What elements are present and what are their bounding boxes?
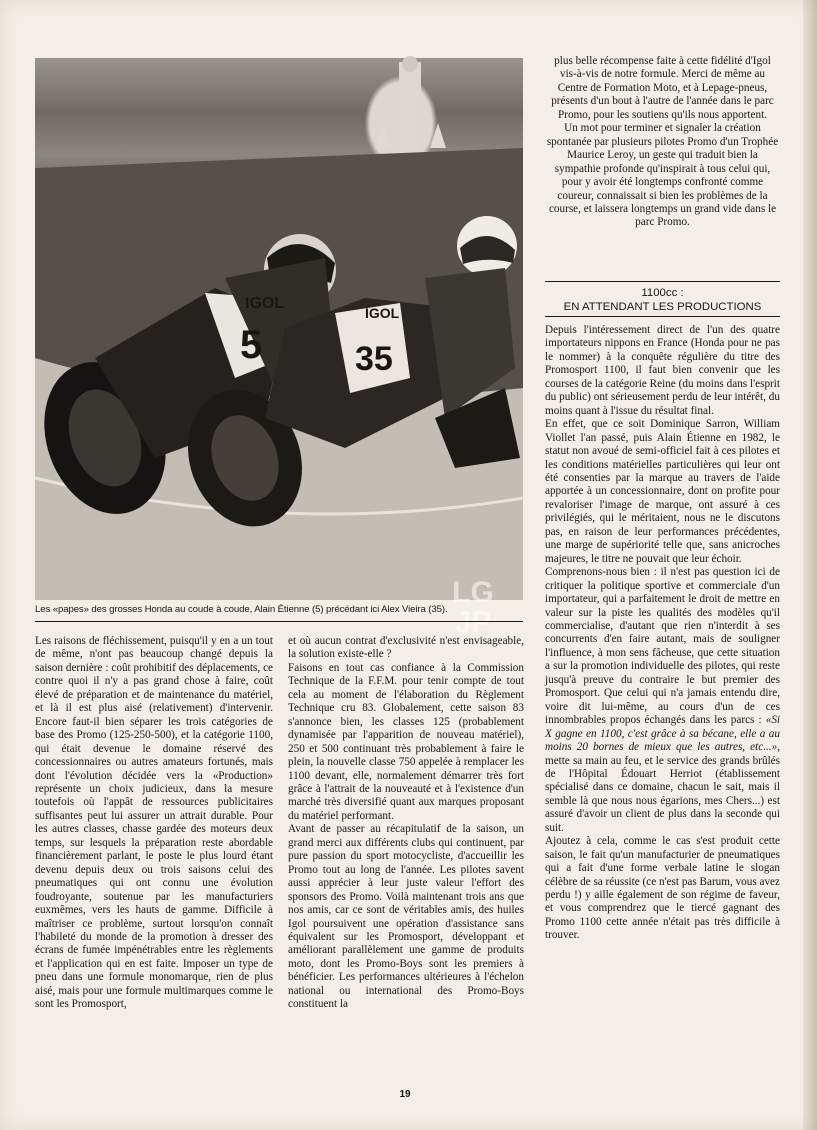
- igol-logo-left: IGOL: [245, 295, 285, 312]
- caption-rule: [35, 621, 523, 622]
- section-rule-top: [545, 281, 780, 282]
- paragraph-text: Comprenons-nous bien : il n'est pas question ici de critiquer la politique sportive et commerciale d'un importateur, qui a parfaitement le droit de mettre en valeur sur la piste les qualités des modèles qu'il commercialise, d'autant que rien n'interdit à ses concurrents d'en faire autant, mais de souligner l'influence, à mon sens fâcheuse, que cette situation a sur la promotion individuelle des pilotes, qui reste jusqu'à preuve du contraire le but premier des Promosport. Que celui qui n'a jamais entendu dire, voire dit lui-même, au cours d'un de ces innombrables propos échangés dans les parcs :: [545, 566, 780, 727]
- paragraph: Les raisons de fléchissement, puisqu'il y en a un tout de même, n'ont pas beaucoup changé depuis la saison dernière : coût prohibitif des déplacements, ce contre quoi il n'y a pas grand chose à faire, coût élevé de préparation et de maintenance du matériel, et là il est plus aisé (relativement) d'intervenir. Encore faut-il bien séparer les trois catégories de base des Promo (125-250-500), et la catégorie 1100, qui était devenue le domaine réservé des concessionnaires ou autres amateurs fortunés, mais dont l'évolution décidée vers la «Production» représente un choix judicieux, dans la mesure toutefois où l'appât de ressources publicitaires suffisantes peut lui assurer un attrait durable. Pour les autres classes, chasse gardée des moteurs deux temps, sur lesquels la préparation reste abordable financièrement parlant, le poste le plus lourd étant devenu depuis deux ou trois saisons celui des pneumatiques qui ont connu une évolution foudroyante, soutenue par les manufacturiers euxmêmes, vers les hauts de gamme. Difficile à maîtriser ce problème, surtout lorsqu'on connaît l'habileté du monde de la promotion à dresser des écrans de fumée impénétrables entre les règlements et l'application qui en est faite. Imposer un type de pneu dans une formule monomarque, rien de plus aisé, mais pour une formule multimarques comme le sont les Promosport,: [35, 635, 273, 1011]
- paragraph-text: , mette sa main au feu, et le service des grands brûlés de l'Hôpital Édouart Herriot (établissement spécialisé dans ce domaine, chacun le sait, mais il semble là que nous nous égarions, mes Chers...) est assuré d'avoir un client de plus dans la seconde qui suit.: [545, 741, 780, 834]
- plate-35: 35: [355, 340, 393, 378]
- paragraph: Ajoutez à cela, comme le cas s'est produit cette saison, le fait qu'un manufacturier de pneumatiques qui a fait d'une forme verbale latine le slogan célèbre de sa réussite (ce n'est pas Barum, vous avez perdu !) y aille également de son régime de faveur, et vous comprendrez que le tiercé gagnant des Promo 1100 cette année n'était pas très difficile à trouver.: [545, 835, 780, 942]
- watermark-logo: LG JP: [452, 576, 494, 639]
- paragraph: et où aucun contrat d'exclusivité n'est envisageable, la solution existe-elle ?: [288, 635, 524, 661]
- plate-5: 5: [240, 323, 263, 367]
- paragraph: plus belle récompense faite à cette fidélité d'Igol vis-à-vis de notre formule. Merci de même au Centre de Formation Moto, et à Lepage-pneus, présents d'un bout à l'autre de l'année dans le parc Promo, pour les soutiens qu'ils nous apportent.: [551, 55, 774, 121]
- section-rule-bottom: [545, 316, 780, 317]
- paragraph: Faisons en tout cas confiance à la Commission Technique de la F.F.M. pour tenir compte de tout cela au moment de l'élaboration du Règlement Technique cru 83. Globalement, cette saison 83 s'annonce bien, les classes 125 (probablement dynamisée par l'apparition de nouveau matériel), 250 et 500 continuant très probablement à faire le plein, la nouvelle classe 750 appelée à remplacer les 1100 devant, elle, normalement démarrer très fort grâce à l'attrait de la nouveauté et à l'existence d'un marché très diversifié quant aux marques proposant du matériel performant.: [288, 661, 524, 822]
- paragraph: Avant de passer au récapitulatif de la saison, un grand merci aux différents clubs qui continuent, par pure passion du sport motocycliste, d'accueillir les Promo tout au long de l'année. Les pilotes savent aussi apprécier à leur juste valeur l'effort des sponsors des Promo. Voilà maintenant trois ans que nos amis, car ce sont de véritables amis, des huiles Igol poursuivent une opération d'assistance sans équivalent sur les Promosport, développant et améliorant parallèlement une gamme de produits moto, dont les Promo-Boys sont les premiers à bénéficier. Les performances ultérieures à l'échelon national ou international des Promo-Boys constituent la: [288, 823, 524, 1011]
- quote: «Si X gagne en 1100, c'est grâce à sa bécane, elle a au moins 20 bornes de mieux que les autres, etc...»: [545, 714, 781, 754]
- page-fold-edge: [803, 0, 817, 1130]
- photo-caption: Les «papes» des grosses Honda au coude à coude, Alain Étienne (5) précédant ici Alex Vieira (35).: [35, 604, 448, 615]
- column-2: [288, 635, 524, 1012]
- paragraph: En effet, que ce soit Dominique Sarron, William Viollet l'an passé, puis Alain Étienne en 1982, le statut non avoué de semi-officiel fait à ces pilotes et les conditions matérielles particulières qui leur ont été consenties par la marque au travers de l'aide apportée à un concessionnaire, dont on profite pour revaloriser l'image de marque, ont assuré à ces privilégiés, qui le méritaient, nous ne le discutons pas, en raison de leur performances précédentes, une marge de supériorité telle que, sans anicroches majeures, le titre ne pouvait que leur échoir.: [545, 418, 780, 565]
- paragraph: Un mot pour terminer et signaler la création spontanée par plusieurs pilotes Promo d'un Trophée Maurice Leroy, un geste qui traduit bien la sympathie profonde qu'inspirait à tous celui qui, pour y avoir été longtemps confronté comme coureur, connaissait si bien les problèmes de la course, et laissera longtemps un grand vide dans le parc Promo.: [546, 122, 779, 229]
- paragraph: [545, 566, 780, 835]
- page-number: 19: [399, 1089, 411, 1100]
- section-heading-line1: 1100cc :: [641, 287, 684, 299]
- motorcycles-illustration: [35, 58, 523, 600]
- section-heading: [545, 286, 780, 314]
- column-3-top: [545, 55, 780, 230]
- column-3-bottom: [545, 324, 780, 943]
- section-heading-line2: EN ATTENDANT LES PRODUCTIONS: [563, 301, 762, 313]
- paragraph: Depuis l'intéressement direct de l'un des quatre importateurs nippons en France (Honda pour ne pas le nommer) à la conquête régulière du titre des Promosport 1100, il faut bien convenir que les courses de la catégorie Reine (du moins dans l'esprit du public) ont sérieusement perdu de leur intérêt, du moins quant à l'issue du résultat final.: [545, 324, 780, 417]
- column-1: [35, 635, 273, 1012]
- igol-logo-right: IGOL: [365, 305, 400, 321]
